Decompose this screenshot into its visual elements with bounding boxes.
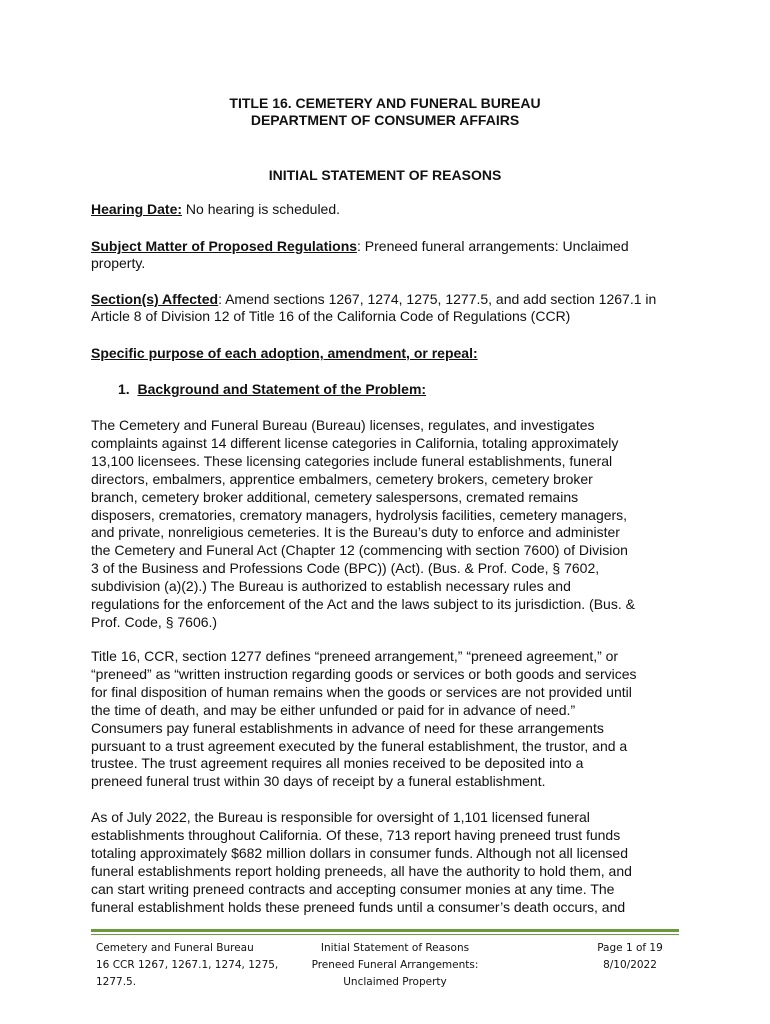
page-number: Page 1 of 19 [597,942,663,954]
paragraph-line: 3 of the Business and Professions Code (BPC)) (Act). (Bus. & Prof. Code, § 7602, [91,560,600,577]
footer-left-line: 1277.5. [96,976,137,988]
paragraph-line: branch, cemetery broker additional, cemetery salespersons, cremated remains [91,488,579,505]
paragraph-line: pursuant to a trust agreement executed by the funeral establishment, the trustor, and a [91,737,628,754]
footer-left-line: 16 CCR 1267, 1267.1, 1274, 1275, [96,959,279,971]
paragraph-line: As of July 2022, the Bureau is responsible for oversight of 1,101 licensed funeral [91,809,590,825]
specific-purpose-heading-text: Specific purpose of each adoption, amendment, or repeal: [91,345,478,361]
paragraph-line: Prof. Code, § 7606.) [91,613,218,630]
footer-rule-thick [91,929,679,932]
sections-affected-label: Section(s) Affected [91,291,219,307]
footer-center-line: Preneed Funeral Arrangements: [311,959,479,971]
sections-affected-field [91,291,691,326]
paragraph-line: funeral establishment holds these preneed funds until a consumer’s death occurs, and [91,898,626,915]
paragraph-line: Consumers pay funeral establishments in advance of need for these arrangements [91,719,604,736]
paragraph-line: “preneed” as “written instruction regarding goods or services or both goods and services [91,665,637,682]
paragraph-line: subdivision (a)(2).) The Bureau is authorized to establish necessary rules and [91,578,571,595]
paragraph-line: The Cemetery and Funeral Bureau (Bureau) licenses, regulates, and investigates [91,417,595,433]
paragraph-line: the Cemetery and Funeral Act (Chapter 12 (commencing with section 7600) of Division [91,542,628,559]
subheading-text: Background and Statement of the Problem: [137,381,427,397]
paragraph-preneed-definition [91,648,691,791]
document-title-line-1: TITLE 16. CEMETERY AND FUNERAL BUREAU [229,95,541,111]
hearing-date-value: No hearing is scheduled. [182,201,341,217]
paragraph-line: funeral establishments report holding preneeds, all have the authority to hold them, and [91,862,632,879]
footer-left [96,940,316,991]
paragraph-line: disposers, crematories, crematory managers, hydrolysis facilities, cemetery managers, [91,506,628,523]
sections-affected-value: : Amend sections 1267, 1274, 1275, 1277.5, and add section 1267.1 in Article 8 of Division 12 of Title 16 of the California Code of Regulations (CCR) [91,291,657,325]
paragraph-line: 13,100 licensees. These licensing categories include funeral establishments, funeral [91,452,613,469]
hearing-date-label: Hearing Date: [91,201,183,217]
subject-matter-label: Subject Matter of Proposed Regulations [91,238,358,254]
paragraph-oversight [91,809,691,916]
paragraph-line: totaling approximately $682 million dollars in consumer funds. Although not all licensed [91,844,628,861]
subject-matter-value: : Preneed funeral arrangements: Unclaimed property. [91,238,629,272]
footer-center-line: Unclaimed Property [343,976,447,988]
paragraph-line: trustee. The trust agreement requires all monies received to be deposited into a [91,755,584,772]
paragraph-line: complaints against 14 different license categories in California, totaling approximately [91,434,619,451]
subheading-number: 1. [118,381,130,397]
paragraph-line: directors, embalmers, apprentice embalmers, cemetery brokers, cemetery broker [91,470,593,487]
paragraph-line: and private, nonreligious cemeteries. It is the Bureau’s duty to enforce and administer [91,524,620,541]
statement-heading: INITIAL STATEMENT OF REASONS [268,167,502,183]
document-title-line-2: DEPARTMENT OF CONSUMER AFFAIRS [250,112,520,128]
background-subheading [118,381,618,398]
footer-center [300,940,490,991]
paragraph-line: preneed funeral trust within 30 days of receipt by a funeral establishment. [91,773,546,790]
paragraph-line: can start writing preneed contracts and accepting consumer monies at any time. The [91,880,615,897]
footer-date: 8/10/2022 [603,959,657,971]
footer-right [580,940,680,974]
paragraph-line: the time of death, and may be either unfunded or paid for in advance of need.” [91,701,576,718]
paragraph-background [91,417,691,632]
paragraph-line: establishments throughout California. Of these, 713 report having preneed trust funds [91,826,621,843]
paragraph-line: Title 16, CCR, section 1277 defines “preneed arrangement,” “preneed agreement,” or [91,648,619,664]
footer-rule-thin [91,934,679,935]
paragraph-line: regulations for the enforcement of the Act and the laws subject to its jurisdiction. (Bus. & [91,596,635,613]
subject-matter-field [91,238,681,273]
paragraph-line: for final disposition of human remains when the goods or services are not provided until [91,683,632,700]
hearing-date-field [91,201,691,218]
footer-left-line: Cemetery and Funeral Bureau [96,942,254,954]
specific-purpose-heading [91,345,691,362]
footer-center-line: Initial Statement of Reasons [320,942,470,954]
